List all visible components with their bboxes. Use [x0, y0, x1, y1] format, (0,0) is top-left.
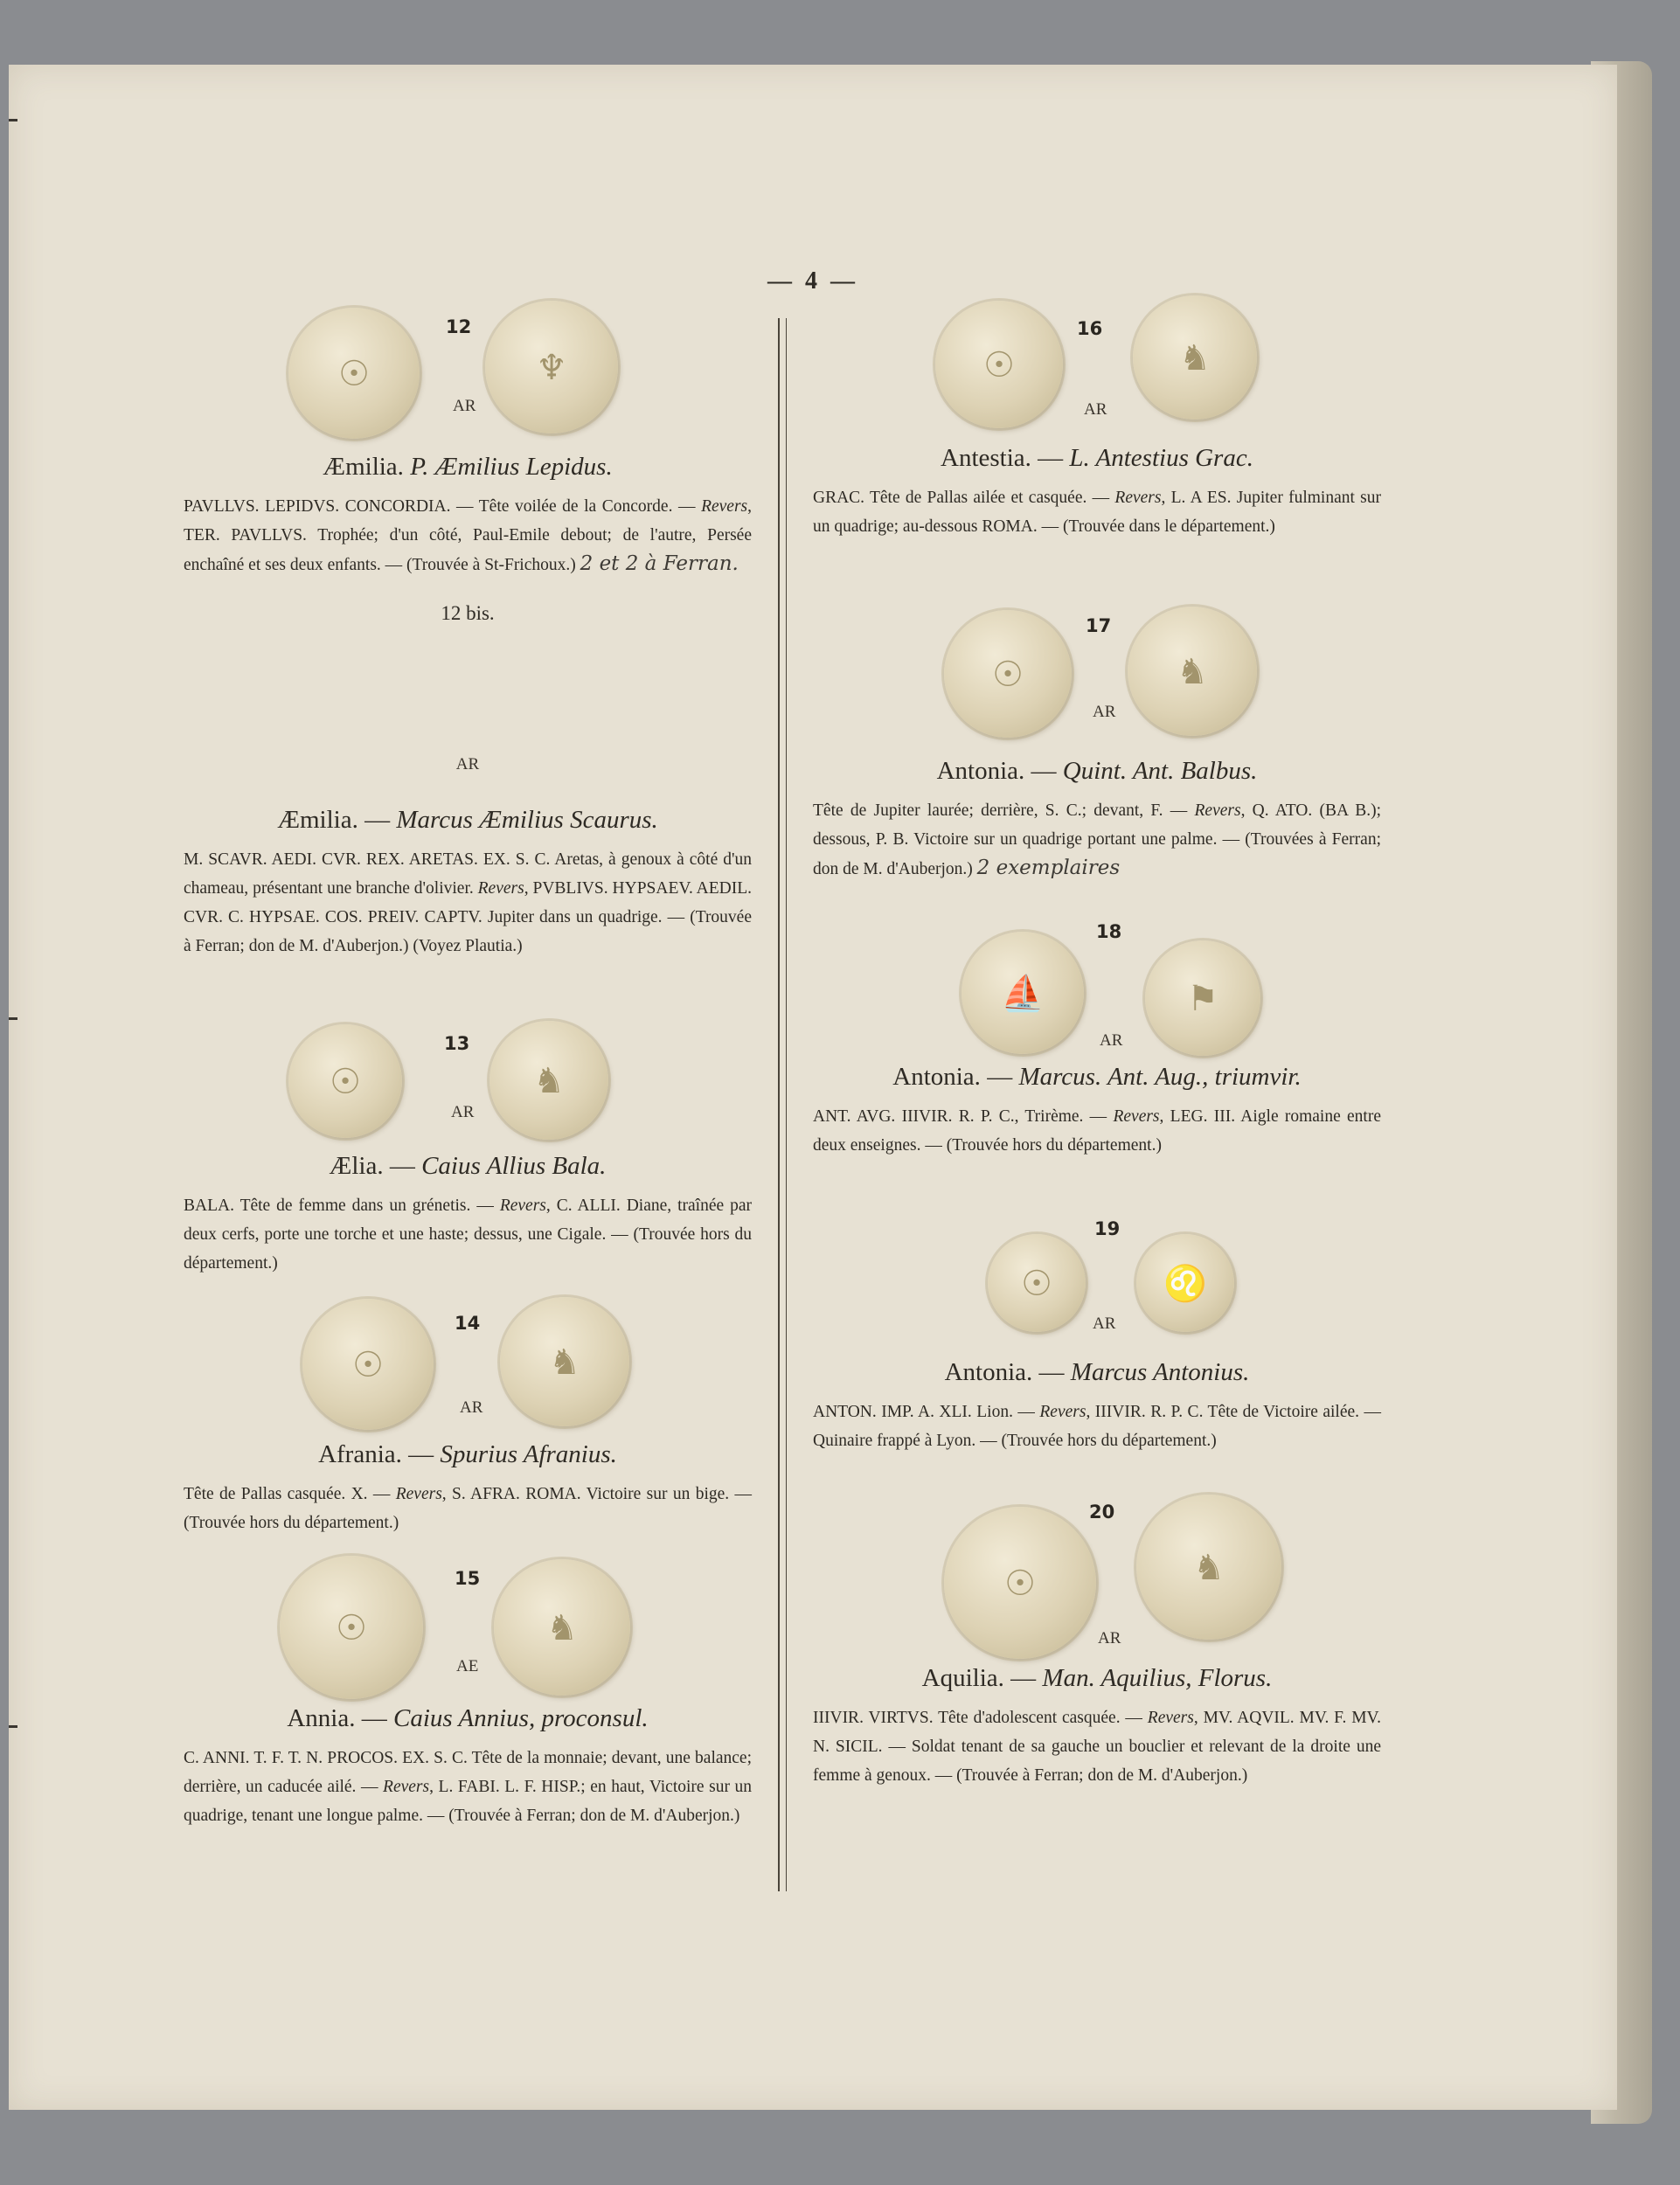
column-divider: [778, 318, 787, 1891]
handwritten-note: 2 et 2 à Ferran.: [580, 552, 739, 575]
coin-reverse-image: ♞: [494, 1559, 630, 1696]
coin-entry-15: [184, 1556, 752, 1830]
entry-description: Tête de Jupiter laurée; derrière, S. C.; devant, F. — Revers, Q. ATO. (BA B.); dessous, P. B. Victoire sur un quadrige portant une palme. — (Trouvées à Ferran; don de M. d'Auberjon.) 2 exemplaires: [813, 801, 1381, 879]
coin-entry-20: [813, 1495, 1381, 1790]
entry-number: 17: [1086, 615, 1112, 636]
coin-entry-18: [813, 918, 1381, 1160]
metal-label: AR: [455, 755, 480, 773]
coin-reverse-image: ♞: [500, 1297, 629, 1426]
coin-entry-14: [184, 1297, 752, 1537]
entry-title: Ælia. — Caius Allius Bala.: [329, 1152, 607, 1180]
entry-description: GRAC. Tête de Pallas ailée et casquée. — Revers, L. A ES. Jupiter fulminant sur un quadrige; au-dessous ROMA. — (Trouvée dans le département.): [813, 489, 1382, 536]
entry-number: 13: [444, 1033, 470, 1054]
entry-title: Antonia. — Marcus. Ant. Aug., triumvir.: [892, 1063, 1302, 1091]
coin-obverse-image: ☉: [288, 1024, 402, 1138]
coin-obverse-image: ☉: [302, 1299, 434, 1430]
handwritten-note: 2 exemplaires: [976, 857, 1121, 879]
entry-number-bis: 12 bis.: [441, 602, 495, 624]
entry-number: 18: [1096, 921, 1122, 942]
coin-reverse-image: ♞: [1128, 607, 1257, 736]
metal-label: AE: [456, 1657, 479, 1675]
entry-title: Antonia. — Marcus Antonius.: [944, 1358, 1250, 1386]
metal-label: AR: [1084, 400, 1107, 419]
coin-obverse-image: ☉: [288, 308, 420, 439]
entry-number: 14: [455, 1313, 481, 1334]
coin-reverse-image: ⚑: [1145, 940, 1260, 1056]
entry-number: 16: [1077, 318, 1103, 339]
coin-obverse-image: ☉: [280, 1556, 423, 1699]
entry-description: M. SCAVR. AEDI. CVR. REX. ARETAS. EX. S. C. Aretas, à genoux à côté d'un chameau, présentant une branche d'olivier. Revers, PVBLIVS. HYPSAEV. AEDIL. CVR. C. HYPSAE. COS. PREIV. CAPTV. Jupiter dans un quadrige. — (Trouvée à Ferran; don de M. d'Auberjon.) (Voyez Plautia.): [184, 850, 752, 955]
entry-description: PAVLLVS. LEPIDVS. CONCORDIA. — Tête voilée de la Concorde. — Revers, TER. PAVLLVS. Trophée; d'un côté, Paul-Emile debout; de l'autre, Persée enchaîné et ses deux enfants. — (Trouvée à St-Frichoux.) 2 et 2 à Ferran.: [184, 497, 753, 575]
entry-title: Aquilia. — Man. Aquilius, Florus.: [921, 1664, 1273, 1692]
coin-obverse-image: ☉: [988, 1234, 1086, 1332]
coin-entry-16: [813, 295, 1381, 541]
entry-title: Antestia. — L. Antestius Grac.: [941, 444, 1253, 472]
entry-number: 20: [1089, 1502, 1115, 1523]
entry-title: Æmilia. — Marcus Æmilius Scaurus.: [277, 806, 658, 834]
metal-label: AR: [1098, 1629, 1121, 1647]
entry-description: ANT. AVG. IIIVIR. R. P. C., Trirème. — Revers, LEG. III. Aigle romaine entre deux enseignes. — (Trouvée hors du département.): [813, 1107, 1381, 1155]
entry-title: Æmilia. P. Æmilius Lepidus.: [323, 453, 613, 481]
coin-reverse-image: ♌: [1136, 1234, 1234, 1332]
entry-description: IIIVIR. VIRTVS. Tête d'adolescent casquée. — Revers, MV. AQVIL. MV. F. MV. N. SICIL. — Soldat tenant de sa gauche un bouclier et relevant de la droite une femme à genoux. — (Trouvée à Ferran; don de M. d'Auberjon.): [813, 1709, 1381, 1785]
entry-number: 19: [1094, 1218, 1121, 1239]
entry-description: ANTON. IMP. A. XLI. Lion. — Revers, IIIVIR. R. P. C. Tête de Victoire ailée. — Quinaire frappé à Lyon. — (Trouvée hors du département.): [813, 1403, 1381, 1450]
coin-reverse-image: ♆: [485, 301, 618, 434]
coin-entry-12-bis: [184, 755, 752, 961]
metal-label: AR: [460, 1398, 483, 1417]
metal-label: AR: [453, 397, 476, 415]
entry-title: Afrania. — Spurius Afranius.: [318, 1440, 617, 1468]
page-number: — 4 —: [767, 267, 858, 295]
entry-description: Tête de Pallas casquée. X. — Revers, S. AFRA. ROMA. Victoire sur un bige. — (Trouvée hors du département.): [184, 1485, 752, 1532]
coin-reverse-image: ♞: [1136, 1495, 1281, 1640]
entry-number: 15: [455, 1568, 481, 1589]
coin-entry-19: [813, 1215, 1381, 1455]
coin-entry-17: [813, 603, 1381, 884]
coin-obverse-image: ☉: [944, 610, 1072, 738]
entry-number: 12: [446, 316, 472, 337]
metal-label: AR: [1093, 1314, 1116, 1333]
coin-obverse-image: ☉: [944, 1507, 1096, 1659]
coin-obverse-image: ☉: [935, 301, 1063, 428]
coin-reverse-image: ♞: [489, 1021, 608, 1140]
entry-title: Annia. — Caius Annius, proconsul.: [287, 1704, 649, 1732]
entry-title: Antonia. — Quint. Ant. Balbus.: [936, 757, 1258, 785]
metal-label: AR: [451, 1103, 475, 1121]
catalog-page: [9, 65, 1617, 2110]
coin-reverse-image: ♞: [1133, 295, 1257, 420]
entry-description: BALA. Tête de femme dans un grénetis. — Revers, C. ALLI. Diane, traînée par deux cerfs, porte une torche et une haste; dessus, une Cigale. — (Trouvée hors du département.): [184, 1197, 752, 1273]
coin-obverse-image: ⛵: [961, 932, 1084, 1054]
metal-label: AR: [1100, 1031, 1123, 1050]
coin-entry-12: [184, 301, 752, 625]
metal-label: AR: [1093, 703, 1116, 721]
coin-entry-13: [184, 1017, 752, 1278]
entry-description: C. ANNI. T. F. T. N. PROCOS. EX. S. C. Tête de la monnaie; devant, une balance; derrière, un caducée ailé. — Revers, L. FABI. L. F. HISP.; en haut, Victoire sur un quadrige, tenant une longue palme. — (Trouvée à Ferran; don de M. d'Auberjon.): [184, 1749, 752, 1825]
